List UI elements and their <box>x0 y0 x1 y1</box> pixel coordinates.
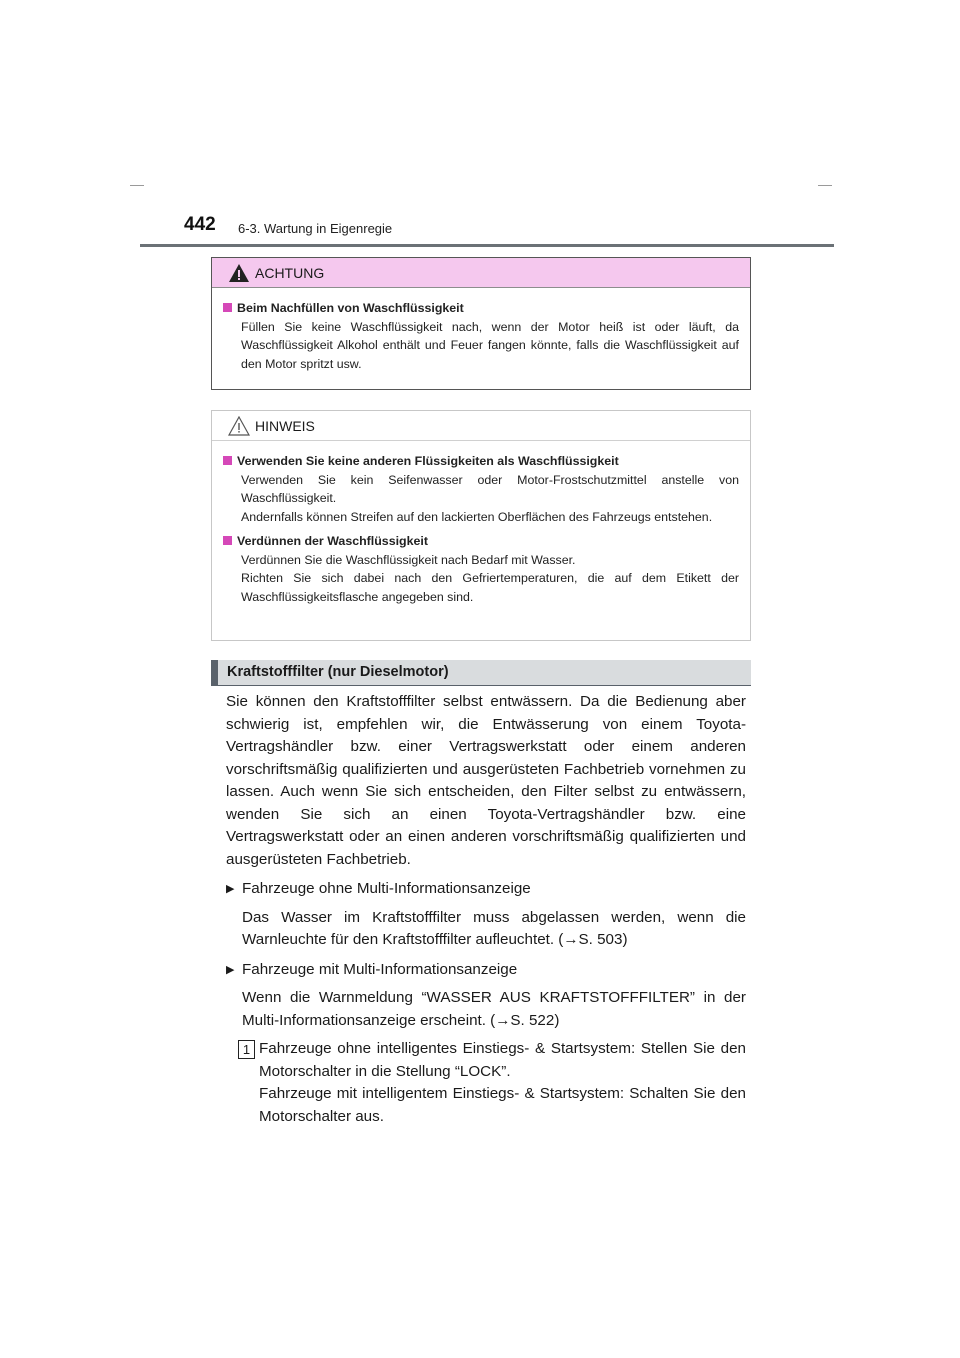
warning-item-text: Füllen Sie keine Waschflüssigkeit nach, wenn der Motor heiß ist oder läuft, da Waschflüssigkeit Alkohol enthält und Feuer fangen könnte, falls die Waschflüssigkeit auf den Motor spritzt usw. <box>241 319 739 371</box>
notice-box-body <box>212 441 750 624</box>
step-1 <box>226 1038 746 1128</box>
notice-item-text: Andernfalls können Streifen auf den lackierten Oberflächen des Fahrzeugs entstehen. <box>241 509 713 524</box>
notice-item <box>223 452 739 526</box>
square-bullet-icon <box>223 303 232 312</box>
notice-item-text: Verwenden Sie kein Seifenwasser oder Motor-Frostschutzmittel anstelle von Waschflüssigkeit. <box>241 472 739 505</box>
vehicle-case <box>226 959 746 982</box>
warning-item <box>223 299 739 373</box>
vehicle-case-title: Fahrzeuge ohne Multi-Informationsanzeige <box>242 880 531 897</box>
notice-item-text: Richten Sie sich dabei nach den Gefriertemperaturen, die auf dem Etikett der Waschflüssigkeitsflasche angegeben sind. <box>241 571 739 604</box>
section-title: 6-3. Wartung in Eigenregie <box>238 221 393 236</box>
square-bullet-icon <box>223 536 232 545</box>
notice-item-text: Verdünnen Sie die Waschflüssigkeit nach Bedarf mit Wasser. <box>241 552 576 567</box>
warning-box-header <box>212 258 750 288</box>
vehicle-case-text: Wenn die Warnmeldung “WASSER AUS KRAFTSTOFFFILTER” in der Multi-Informationsanzeige erscheint. (→S. 522) <box>242 989 746 1029</box>
notice-triangle-icon <box>228 416 250 436</box>
warning-box-title: ACHTUNG <box>255 265 325 281</box>
crop-mark-left <box>130 185 144 186</box>
step-number-badge: 1 <box>238 1040 255 1059</box>
header-rule <box>140 244 834 247</box>
vehicle-case-text: Das Wasser im Kraftstofffilter muss abgelassen werden, wenn die Warnleuchte für den Kraftstofffilter aufleuchtet. (→S. 503) <box>242 908 746 948</box>
triangle-bullet-icon: ▶ <box>226 963 235 976</box>
warning-box <box>211 257 751 390</box>
notice-box-header <box>212 411 750 441</box>
warning-box-body <box>212 288 750 391</box>
step-text: Fahrzeuge ohne intelligentes Einstiegs- & Startsystem: Stellen Sie den Motorschalter in die Stellung “LOCK”. <box>259 1040 746 1080</box>
page-header <box>140 214 834 248</box>
notice-item <box>223 532 739 606</box>
square-bullet-icon <box>223 456 232 465</box>
notice-item-title: Verdünnen der Waschflüssigkeit <box>237 534 428 548</box>
notice-box-title: HINWEIS <box>255 418 315 434</box>
intro-paragraph: Sie können den Kraftstofffilter selbst entwässern. Da die Bedienung aber schwierig ist, empfehlen wir, die Entwässerung von einem Toyota-Vertragshändler bzw. einer Vertragswerkstatt oder einem anderen vorschriftsmäßig qualifizierten und ausgerüsteten Fachbetrieb vornehmen zu lassen. Auch wenn Sie sich entscheiden, den Filter selbst zu entwässern, wenden Sie sich an einen Toyota-Vertragshändler bzw. eine Vertragswerkstatt oder an einen anderen vorschriftsmäßig qualifizierten und ausgerüsteten Fachbetrieb. <box>226 693 746 868</box>
warning-item-title: Beim Nachfüllen von Waschflüssigkeit <box>237 301 464 315</box>
vehicle-case-title: Fahrzeuge mit Multi-Informationsanzeige <box>242 960 518 978</box>
section-heading-bar <box>211 660 751 686</box>
page-number: 442 <box>184 214 216 235</box>
crop-mark-right <box>818 185 832 186</box>
main-content <box>226 691 746 1128</box>
triangle-bullet-icon: ▶ <box>226 883 235 895</box>
warning-triangle-icon <box>228 263 250 283</box>
step-text: Fahrzeuge mit intelligentem Einstiegs- & Startsystem: Schalten Sie den Motorschalter aus. <box>259 1085 746 1125</box>
section-heading: Kraftstofffilter (nur Dieselmotor) <box>227 664 449 680</box>
vehicle-case <box>226 878 746 901</box>
notice-box <box>211 410 751 641</box>
notice-item-title: Verwenden Sie keine anderen Flüssigkeiten als Waschflüssigkeit <box>237 454 619 468</box>
